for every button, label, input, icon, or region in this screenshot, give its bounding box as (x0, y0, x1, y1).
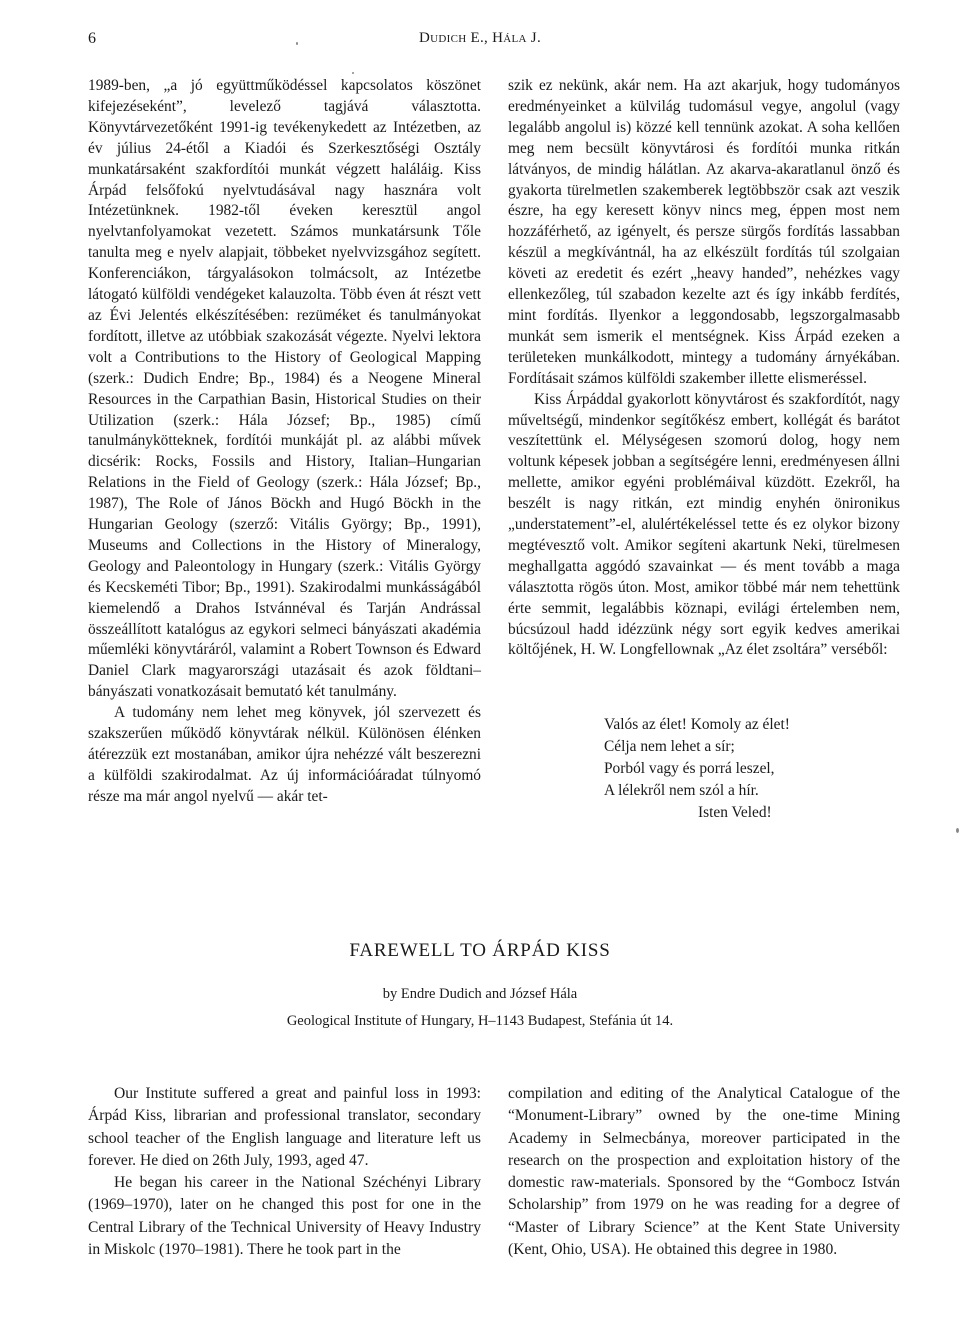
english-affiliation: Geological Institute of Hungary, H–1143 Budapest, Stefánia út 14. (286, 1013, 674, 1029)
en-paragraph: Our Institute suffered a great and painful loss in 1993: Árpád Kiss, librarian and professional translator, secondary school teacher of the English language and literature left us forever. He died on 26th July, 1993, aged 47. (88, 1085, 481, 1169)
poem-line: Valós az élet! Komoly az élet! (604, 716, 790, 733)
scan-speck (956, 828, 959, 833)
running-head: Dudich E., Hála J. (418, 30, 541, 46)
page-number: 6 (88, 30, 96, 47)
hungarian-right-column (508, 76, 900, 661)
en-paragraph: He began his career in the National Széchényi Library (1969–1970), later on he changed this post for one in the Central Library of the Technical University of Heavy Industry in Miskolc (1970–1981). There he took part in the (88, 1174, 481, 1259)
english-right-column (508, 1083, 900, 1261)
poem-quote (604, 714, 790, 824)
hu-paragraph: 1989-ben, „a jó együttműködéssel kapcsolatos köszönet kifejezéseként”, levelező tagjává választotta. Könyvtárvezetőként 1991-ig tevékenykedett az Intézetben, az év július 24-étől a Kiadói és Szerkesztőségi Osztály munkatársaként szakfordítói munkát végzett haláláig. Kiss Árpád felsőfokú nyelvtudásával nagy hasznára volt Intézetünknek. 1982-től éveken keresztül angol nyelvtanfolyamokat vezetett. Számos munkatársunk Tőle tanulta meg e nyelv alapjait, többeket nyelvvizsgához segített. Konferenciákon, tárgyalásokon tolmácsolt, az Intézetbe látogató külföldi vendégeket kalauzolta. Több éven át részt vett az Évi Jelentés elkészítésében: rezüméket és tanulmányokat fordított, illetve az utóbbiak szakozását végezte. Nyelvi lektora volt a Contributions to the History of Geological Mapping (szerk.: Dudich Endre; Bp., 1984) és a Neogene Mineral Resources in the Carpathian Basin, Historical Studies on their Utilization (szerk.: Hála József; Bp., 1985) című tanulmánykötteknek, fordítói munkáját pl. az alábbi művek dicsérik: Rocks, Fossils and History, Italian–Hungarian Relations in the Field of Geology (szerk.: Hála József; Bp., 1987), The Role of János Böckh and Hugó Böckh in the Hungarian Geology (szerző: Vitális György; Bp., 1991), Museums and Collections in the History of Mineralogy, Geology and Paleontology in Hungary (szerk.: Vitális György és Kecskeméti Tibor; Bp., 1991). Szakirodalmi munkásságából kiemelendő a Drahos Istvánnéval és Tarján Andrással összeállított katalógus az egykori selmeci bányászati akadémia műemléki könyvtáráról, valamint a Robert Townson és Edward Daniel Clark magyarországi utazásait és azok földtani–bányászati vonatkozásait bemutató két tanulmány. (88, 77, 481, 701)
poem-line: Célja nem lehet a sír; (604, 738, 735, 755)
scan-speck (352, 72, 354, 74)
english-byline: by Endre Dudich and József Hála (382, 986, 578, 1002)
poem-signoff: Isten Veled! (698, 804, 772, 821)
english-left-column (88, 1083, 481, 1261)
poem-line: Porból vagy és porrá leszel, (604, 760, 775, 777)
hungarian-left-column (88, 76, 481, 808)
scan-speck (296, 42, 298, 45)
hu-paragraph: A tudomány nem lehet meg könyvek, jól szervezett és szakszerűen működő könyvtárak nélkül. Különösen élénken átérezzük ezt mostanában, amikor újra nehézzé vált beszerezni a külföldi szakirodalmat. Az új információáradat túlnyomó része ma már angol nyelvű — akár tet- (88, 704, 481, 805)
poem-line: A lélekről nem szól a hír. (604, 782, 759, 799)
english-title: FAREWELL TO ÁRPÁD KISS (349, 940, 611, 961)
hu-paragraph: szik ez nekünk, akár nem. Ha azt akarjuk, hogy tudományos eredményeinket a külvilág tudomásul vegye, angolul (vagy legalább angolul is) közzé kell tennünk azokat. A soha kellően meg nem becsült könyvtárosi és fordítói munka ritkán látványos, de mindig hálátlan. Az akarva-akaratlanul önző és gyakorta türelmetlen szakemberek legtöbbször csak azt veszik észre, ha egy keresett könyv nincs meg, éppen most nem hozzáférhető, az igényelt, és persze sürgős fordítás lassabban készül a megkívántnál, ha az elkészült fordítás túl szolgaian követi az eredetit és ezért „heavy handed”, nehézkes vagy ellenkezőleg, túl szabadon kezelte azt és így inkább ferdítés, mint fordítás. Ilyenkor a leggondosabb, legszorgalmasabb munkát sem ismerik el mentségnek. Kiss Árpád ezeken a területeken munkálkodott, mintegy a tudomány árnyékában. Fordításait számos külföldi szakember illette elismeréssel. (508, 77, 900, 387)
hu-paragraph: Kiss Árpáddal gyakorlott könyvtárost és szakfordítót, nagy műveltségű, mindenkor segítőkész embert, kollégát és barátot veszítettünk el. Mélységesen szomorú dolog, hogy nem voltunk képesek jobban a segítségére lenni, eredményesen állni mellette, amikor egyéni problémáival küzdött. Ezekről, ha beszélt is nagy ritkán, ezt mindig enyhén önironikus „understatement”-el, alulértékeléssel tette és ez olykor bizony megtévesztő volt. Amikor segíteni akartunk Neki, türelmesen meghallgatta aggódó szavainkat — és ment tovább a maga választotta rögös úton. Most, amikor többé már nem tehettünk érte semmit, legalábbis köznapi, evilági értelemben nem, búcsúzoul hadd idézzünk négy sort egyik kedves amerikai költőjének, H. W. Longfellownak „Az élet zsoltára” verséből: (508, 390, 900, 659)
en-paragraph: compilation and editing of the Analytical Catalogue of the “Monument-Library” owned by the one-time Mining Academy in Selmecbánya, moreover participated in the research on the prospection and exploitation history of the domestic raw-materials. Sponsored by the “Gombocz István Scholarship” from 1979 on he was reading for a degree of “Master of Library Science” at the Kent State University (Kent, Ohio, USA). He obtained this degree in 1980. (508, 1085, 900, 1259)
